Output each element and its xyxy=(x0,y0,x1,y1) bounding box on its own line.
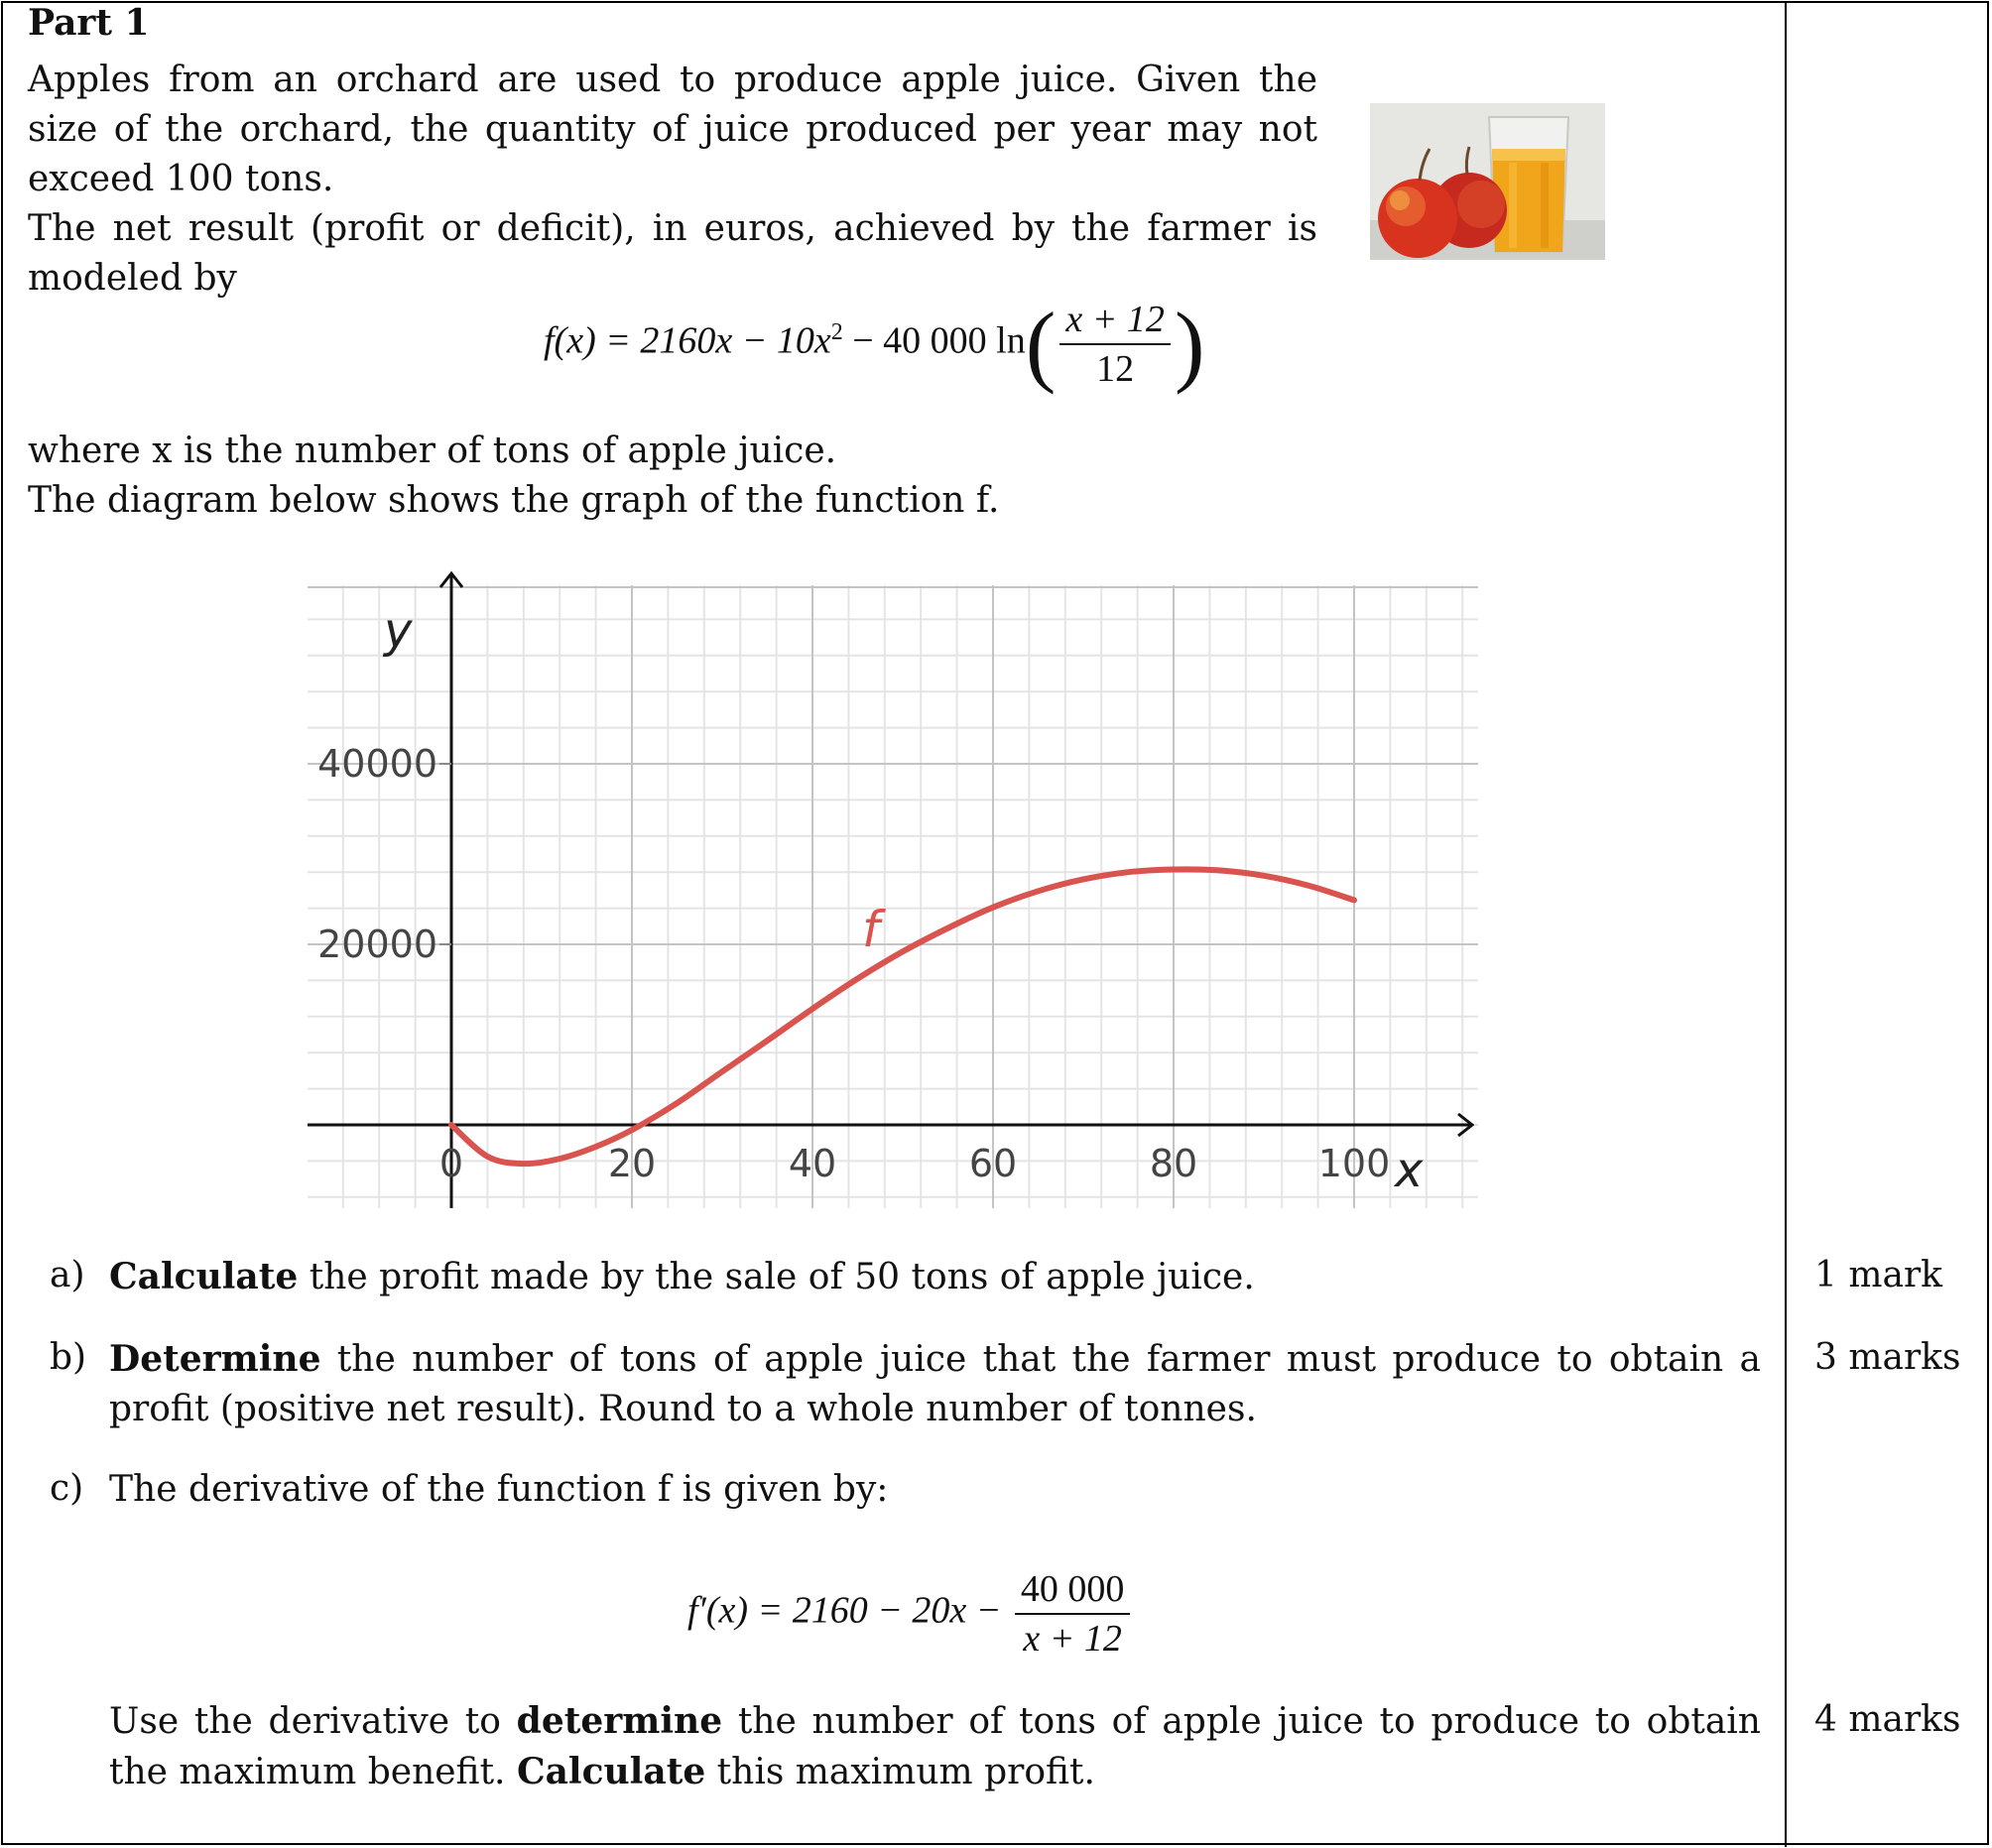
axes xyxy=(308,573,1472,1208)
x-tick-label: 0 xyxy=(438,1142,464,1185)
x-tick-label: 60 xyxy=(968,1142,1018,1185)
marks-column-divider xyxy=(1785,1,1787,1847)
y-tick-label: 40000 xyxy=(317,742,437,786)
question-c-label: c) xyxy=(50,1468,84,1509)
x-tick-label: 40 xyxy=(788,1142,837,1185)
left-paren: ( xyxy=(1025,294,1057,395)
question-c-part2-v2: Calculate xyxy=(516,1751,706,1792)
formula-fprime-lhs: f′(x) = 2160 − 20x − xyxy=(687,1589,1011,1632)
formula-fprime-numerator: 40 000 xyxy=(1015,1567,1131,1615)
question-c-part2-text xyxy=(109,1696,1761,1797)
x-tick-label: 80 xyxy=(1149,1142,1198,1185)
x-tick-label: 100 xyxy=(1317,1142,1391,1185)
minor-grid xyxy=(308,585,1478,1208)
formula-fprime-denominator: x + 12 xyxy=(1023,1618,1122,1660)
y-axis-label: y xyxy=(384,603,413,659)
formula-f xyxy=(544,294,1205,395)
question-a-text xyxy=(109,1252,1761,1302)
formula-f-lhs: f(x) = 2160x − 10x xyxy=(544,319,831,362)
y-tick-label: 20000 xyxy=(317,923,437,966)
right-paren: ) xyxy=(1174,294,1205,395)
diagram-description: The diagram below shows the graph of the function f. xyxy=(28,480,1000,521)
curve-label-f: f xyxy=(862,900,880,958)
formula-f-mid: − 40 000 ln xyxy=(842,319,1026,362)
question-a-marks: 1 mark xyxy=(1814,1255,1942,1295)
function-graph xyxy=(298,565,1498,1210)
formula-f-numerator: x + 12 xyxy=(1059,298,1171,345)
question-c-part2-v1: determine xyxy=(516,1700,723,1742)
question-b-verb: Determine xyxy=(109,1338,321,1380)
intro-paragraph-2: The net result (profit or deficit), in euros, achieved by the farmer is modeled by xyxy=(28,208,1317,299)
formula-f-fraction xyxy=(1059,298,1171,391)
question-c-part2-t3: this maximum profit. xyxy=(705,1752,1095,1792)
apple-juice-photo xyxy=(1370,103,1605,260)
x-axis-label: x xyxy=(1394,1143,1424,1198)
question-a-label: a) xyxy=(50,1255,85,1295)
intro-text xyxy=(28,56,1317,304)
question-b-label: b) xyxy=(50,1337,87,1378)
x-tick-label: 20 xyxy=(607,1142,657,1185)
question-c-marks: 4 marks xyxy=(1814,1699,1961,1740)
part-title: Part 1 xyxy=(28,2,150,44)
formula-f-denominator: 12 xyxy=(1096,348,1135,390)
question-b-body: the number of tons of apple juice that the farmer must produce to obtain a profit (positive net result). Round to a whole number of tonnes. xyxy=(109,1339,1761,1429)
apple-juice-illustration xyxy=(1370,103,1605,260)
intro-paragraph-1: Apples from an orchard are used to produce apple juice. Given the size of the orchard, the quantity of juice produced per year may not exceed 100 tons. xyxy=(28,60,1317,199)
formula-f-exponent: 2 xyxy=(830,319,843,346)
question-a-verb: Calculate xyxy=(109,1256,299,1297)
question-c-part2-t2: the number of tons of apple juice to produce to obtain the maximum benefit. xyxy=(109,1701,1761,1792)
question-b-text xyxy=(109,1334,1761,1434)
formula-fprime-fraction xyxy=(1015,1567,1131,1661)
variable-description: where x is the number of tons of apple juice. xyxy=(28,431,837,471)
question-b-marks: 3 marks xyxy=(1814,1337,1961,1378)
question-c-part2-t1: Use the derivative to xyxy=(109,1701,517,1742)
major-grid xyxy=(308,585,1478,1208)
question-c-text: The derivative of the function f is given by: xyxy=(109,1469,889,1510)
formula-fprime xyxy=(687,1567,1134,1661)
question-a-body: the profit made by the sale of 50 tons of apple juice. xyxy=(298,1257,1255,1297)
